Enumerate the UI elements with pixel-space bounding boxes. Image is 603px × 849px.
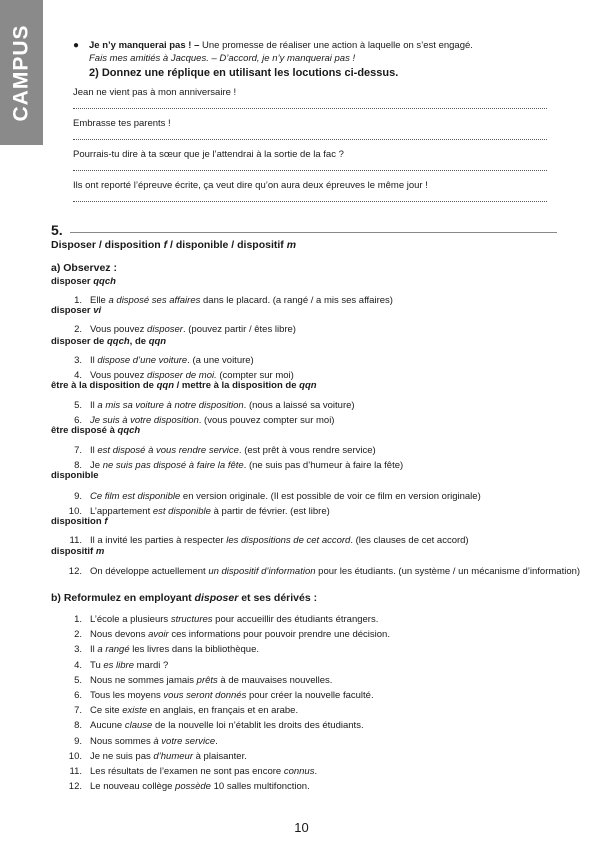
page-number: 10 [294,820,309,835]
answer-line[interactable] [73,170,547,171]
exercise-item-number: 3. [74,644,82,656]
exercise-item-number: 9. [74,735,82,747]
exercise2-prompt: Pourrais-tu dire à ta sœur que je l’attendrai à la sortie de la fac ? [73,149,344,160]
example-item-number: 4. [74,370,82,381]
example-item-number: 7. [74,445,82,456]
group-label: disposition f [51,516,108,527]
exercise-item-number: 4. [74,659,82,671]
section-title-part: Disposer / disposition [51,239,164,251]
answer-line[interactable] [73,201,547,202]
group-label: être à la disposition de qqn / mettre à la disposition de qqn [51,380,317,391]
bullet-term: Je n’y manquerai pas ! – [89,40,200,51]
example-item-number: 11. [69,535,82,546]
exercise-item-number: 1. [74,614,82,625]
example-item-text: Ce film est disponible en version originale. (Il est possible de voir ce film en version originale) [90,491,481,502]
group-label: disponible [51,470,99,481]
answer-line[interactable] [73,139,547,140]
exercise-item-text: Nous devons avoir ces informations pour pouvoir prendre une décision. [90,629,390,641]
side-tab [0,0,43,145]
bullet-dot-icon: ● [73,40,80,51]
exercise-item-text: L’école a plusieurs structures pour accueillir des étudiants étrangers. [90,614,379,625]
exercise-item-text: Nous sommes à votre service. [90,735,218,747]
example-item-number: 8. [74,460,82,471]
answer-line[interactable] [73,108,547,109]
exercise-item-text: Tu es libre mardi ? [90,659,169,671]
example-item-number: 2. [74,324,82,335]
example-item-number: 6. [74,415,82,426]
example-item-text: Il dispose d’une voiture. (a une voiture) [90,355,254,366]
exercise-item-text: Nous ne sommes jamais prêts à de mauvaises nouvelles. [90,674,333,686]
group-label: disposer qqch [51,276,116,287]
section-title-part: / disponible / dispositif [167,239,287,251]
exercise-item-text: Il a rangé les livres dans la bibliothèque. [90,644,260,656]
example-item-text: Je ne suis pas disposé à faire la fête. (ne suis pas d’humeur à faire la fête) [90,460,404,471]
exercise-item-text: Ce site existe en anglais, en français et en arabe. [90,705,299,717]
section-number: 5. [51,222,63,238]
exercise-item-text: Tous les moyens vous seront donnés pour créer la nouvelle faculté. [90,690,374,701]
example-item-text: Vous pouvez disposer de moi. (compter sur moi) [90,370,294,381]
example-item-text: Il a invité les parties à respecter les dispositions de cet accord. (les clauses de cet accord) [90,535,469,546]
exercise2-prompt: Embrasse tes parents ! [73,118,171,129]
example-item-text: Elle a disposé ses affaires dans le placard. (a rangé / a mis ses affaires) [90,295,393,306]
exercise-item-number: 7. [74,705,82,717]
exercise2-title: 2) Donnez une réplique en utilisant les locutions ci-dessus. [89,67,399,79]
bullet-example: Fais mes amitiés à Jacques. – D’accord, je n’y manquerai pas ! [89,53,356,64]
example-item-text: L’appartement est disponible à partir de février. (est libre) [90,506,330,517]
example-item-number: 1. [74,295,82,306]
section-divider [70,232,557,233]
part-b-title-part: b) Reformulez en employant [51,592,195,604]
example-item-text: Il a mis sa voiture à notre disposition. (nous a laissé sa voiture) [90,400,355,411]
example-item-number: 3. [74,355,82,366]
group-label: être disposé à qqch [51,425,141,436]
exercise2-prompt: Jean ne vient pas à mon anniversaire ! [73,87,237,98]
bullet-text [89,40,473,51]
example-item-text: On développe actuellement un dispositif d’information pour les étudiants. (un système / un mécanisme d’information) [90,566,581,577]
exercise-item-number: 12. [68,781,82,793]
section-title-part: f [163,239,168,251]
example-item-text: Vous pouvez disposer. (pouvez partir / êtes libre) [90,324,296,335]
part-b-title [51,592,317,604]
group-label: disposer de qqch, de qqn [51,336,167,347]
part-b-title-part: disposer [194,592,239,604]
example-item-text: Il est disposé à vous rendre service. (est prêt à vous rendre service) [90,445,376,456]
section-title [51,239,296,251]
part-b-title-part: et ses dérivés : [238,592,318,604]
exercise-item-number: 5. [74,674,82,686]
example-item-number: 9. [74,491,82,502]
example-item-text: Je suis à votre disposition. (vous pouvez compter sur moi) [90,415,335,426]
example-item-number: 12. [68,566,82,577]
exercise-item-number: 6. [74,690,82,701]
group-label: dispositif m [51,546,105,557]
example-item-number: 10. [68,506,82,517]
exercise-item-text: Aucune clause de la nouvelle loi n’établit les droits des étudiants. [90,720,364,732]
side-tab-label: CAMPUS [9,23,33,122]
part-a-title: a) Observez : [51,262,117,274]
section-title-part: m [286,239,297,251]
exercise2-prompt: Ils ont reporté l’épreuve écrite, ça veut dire qu’on aura deux épreuves le même jour ! [73,180,428,191]
bullet-definition: Une promesse de réaliser une action à laquelle on s’est engagé. [199,40,473,51]
exercise-item-number: 11. [69,766,82,777]
example-item-number: 5. [74,400,82,411]
exercise-item-text: Le nouveau collège possède 10 salles multifonction. [90,781,310,793]
exercise-item-number: 2. [74,629,82,641]
exercise-item-number: 8. [74,720,82,732]
exercise-item-number: 10. [68,750,82,762]
group-label: disposer vi [51,305,102,316]
exercise-item-text: Les résultats de l’examen ne sont pas encore connus. [90,766,318,777]
exercise-item-text: Je ne suis pas d’humeur à plaisanter. [90,750,247,762]
